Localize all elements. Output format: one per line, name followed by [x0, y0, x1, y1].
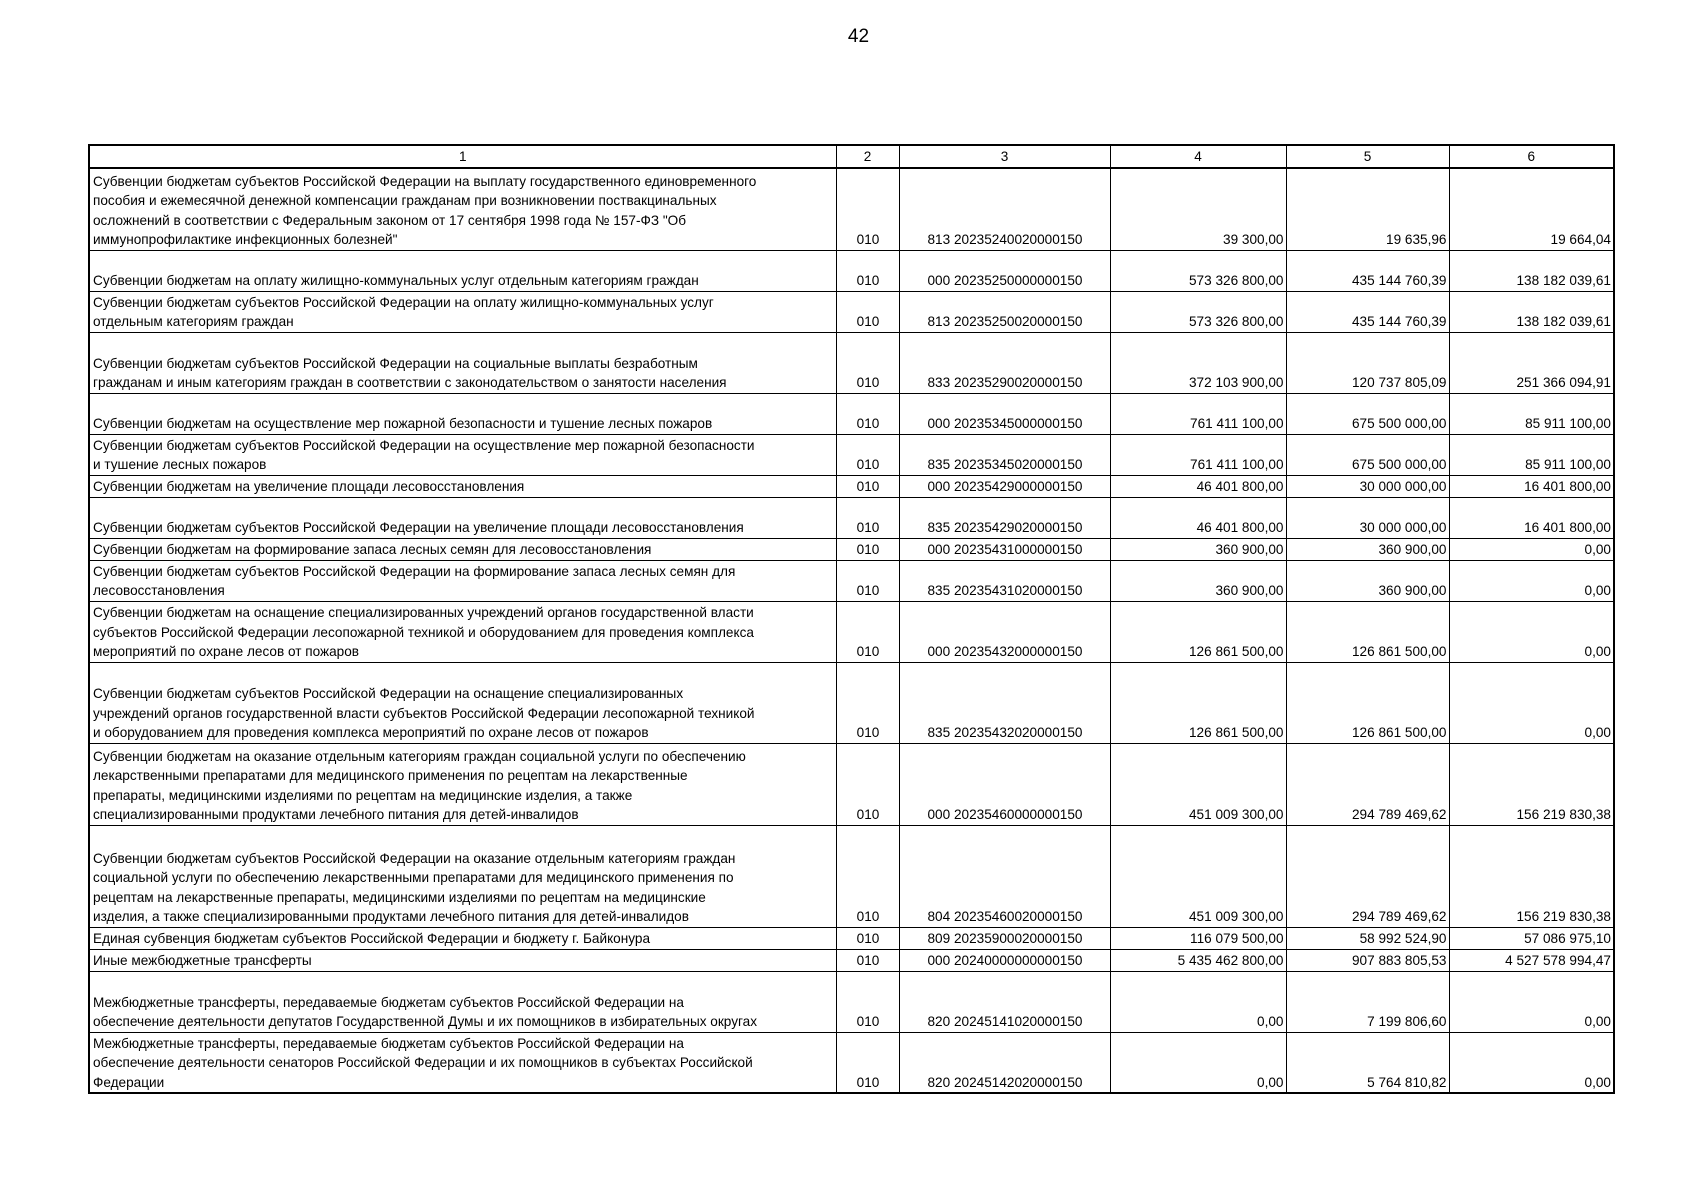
row-kbk-cell: 000 20240000000000150 — [899, 949, 1110, 971]
row-kbk-cell: 835 20235429020000150 — [899, 497, 1110, 538]
table-row — [89, 927, 1614, 949]
row-approved-cell: 761 411 100,00 — [1110, 393, 1286, 434]
row-kbk-cell: 000 20235431000000150 — [899, 538, 1110, 560]
row-remaining-cell: 0,00 — [1449, 1032, 1614, 1093]
row-name-cell: Субвенции бюджетам на увеличение площади лесовосстановления — [89, 475, 836, 497]
row-code-cell: 010 — [836, 332, 899, 393]
row-executed-cell: 294 789 469,62 — [1286, 825, 1449, 927]
row-executed-cell: 58 992 524,90 — [1286, 927, 1449, 949]
row-code-cell: 010 — [836, 825, 899, 927]
table-row — [89, 825, 1614, 927]
row-executed-cell: 30 000 000,00 — [1286, 497, 1449, 538]
row-remaining-cell: 156 219 830,38 — [1449, 825, 1614, 927]
row-kbk-cell: 833 20235290020000150 — [899, 332, 1110, 393]
row-code-cell: 010 — [836, 560, 899, 601]
column-header-5: 5 — [1286, 145, 1449, 168]
row-executed-cell: 126 861 500,00 — [1286, 662, 1449, 743]
table-row — [89, 560, 1614, 601]
row-remaining-cell: 16 401 800,00 — [1449, 475, 1614, 497]
row-remaining-cell: 57 086 975,10 — [1449, 927, 1614, 949]
row-name-cell: Межбюджетные трансферты, передаваемые бюджетам субъектов Российской Федерации на обеспечение деятельности депутатов Государственной Думы и их помощников в избирательных округах — [89, 971, 836, 1032]
table-row — [89, 332, 1614, 393]
budget-table — [88, 144, 1615, 1094]
row-approved-cell: 46 401 800,00 — [1110, 497, 1286, 538]
row-code-cell: 010 — [836, 662, 899, 743]
row-executed-cell: 30 000 000,00 — [1286, 475, 1449, 497]
row-remaining-cell: 0,00 — [1449, 538, 1614, 560]
row-code-cell: 010 — [836, 250, 899, 291]
row-name-cell: Субвенции бюджетам субъектов Российской Федерации на формирование запаса лесных семян для лесовосстановления — [89, 560, 836, 601]
row-kbk-cell: 000 20235429000000150 — [899, 475, 1110, 497]
row-name-cell: Субвенции бюджетам на оказание отдельным категориям граждан социальной услуги по обеспечению лекарственными препаратами для медицинского применения по рецептам на лекарственные препараты, медицинскими изделиями по рецептам на медицинские изделия, а также специализированными продуктами лечебного питания для детей-инвалидов — [89, 743, 836, 825]
row-kbk-cell: 835 20235432020000150 — [899, 662, 1110, 743]
row-executed-cell: 126 861 500,00 — [1286, 601, 1449, 662]
row-approved-cell: 360 900,00 — [1110, 538, 1286, 560]
row-name-cell: Иные межбюджетные трансферты — [89, 949, 836, 971]
row-executed-cell: 907 883 805,53 — [1286, 949, 1449, 971]
row-remaining-cell: 19 664,04 — [1449, 168, 1614, 250]
row-name-cell: Субвенции бюджетам субъектов Российской Федерации на оснащение специализированных учреждений органов государственной власти субъектов Российской Федерации лесопожарной техникой и оборудованием для проведения комплекса мероприятий по охране лесов от пожаров — [89, 662, 836, 743]
table-row — [89, 949, 1614, 971]
row-remaining-cell: 0,00 — [1449, 662, 1614, 743]
row-remaining-cell: 4 527 578 994,47 — [1449, 949, 1614, 971]
row-executed-cell: 360 900,00 — [1286, 538, 1449, 560]
row-approved-cell: 46 401 800,00 — [1110, 475, 1286, 497]
row-kbk-cell: 000 20235460000000150 — [899, 743, 1110, 825]
row-approved-cell: 0,00 — [1110, 971, 1286, 1032]
table-row — [89, 250, 1614, 291]
table-row — [89, 971, 1614, 1032]
row-approved-cell: 573 326 800,00 — [1110, 291, 1286, 332]
table-row — [89, 497, 1614, 538]
row-name-cell: Субвенции бюджетам субъектов Российской Федерации на увеличение площади лесовосстановления — [89, 497, 836, 538]
row-executed-cell: 5 764 810,82 — [1286, 1032, 1449, 1093]
column-header-4: 4 — [1110, 145, 1286, 168]
row-remaining-cell: 85 911 100,00 — [1449, 393, 1614, 434]
row-kbk-cell: 820 20245141020000150 — [899, 971, 1110, 1032]
row-executed-cell: 435 144 760,39 — [1286, 291, 1449, 332]
row-approved-cell: 39 300,00 — [1110, 168, 1286, 250]
row-code-cell: 010 — [836, 601, 899, 662]
row-executed-cell: 294 789 469,62 — [1286, 743, 1449, 825]
row-approved-cell: 5 435 462 800,00 — [1110, 949, 1286, 971]
row-code-cell: 010 — [836, 497, 899, 538]
row-remaining-cell: 138 182 039,61 — [1449, 250, 1614, 291]
column-header-2: 2 — [836, 145, 899, 168]
row-approved-cell: 0,00 — [1110, 1032, 1286, 1093]
row-remaining-cell: 0,00 — [1449, 560, 1614, 601]
row-name-cell: Субвенции бюджетам на формирование запаса лесных семян для лесовосстановления — [89, 538, 836, 560]
row-remaining-cell: 156 219 830,38 — [1449, 743, 1614, 825]
row-approved-cell: 451 009 300,00 — [1110, 743, 1286, 825]
table-row — [89, 291, 1614, 332]
table-body — [89, 168, 1614, 1093]
row-kbk-cell: 813 20235240020000150 — [899, 168, 1110, 250]
row-code-cell: 010 — [836, 538, 899, 560]
row-approved-cell: 126 861 500,00 — [1110, 662, 1286, 743]
table-row — [89, 168, 1614, 250]
row-approved-cell: 573 326 800,00 — [1110, 250, 1286, 291]
row-approved-cell: 116 079 500,00 — [1110, 927, 1286, 949]
row-kbk-cell: 000 20235432000000150 — [899, 601, 1110, 662]
row-code-cell: 010 — [836, 475, 899, 497]
row-executed-cell: 120 737 805,09 — [1286, 332, 1449, 393]
row-remaining-cell: 138 182 039,61 — [1449, 291, 1614, 332]
row-code-cell: 010 — [836, 434, 899, 475]
row-code-cell: 010 — [836, 971, 899, 1032]
row-kbk-cell: 835 20235345020000150 — [899, 434, 1110, 475]
row-executed-cell: 435 144 760,39 — [1286, 250, 1449, 291]
table-row — [89, 743, 1614, 825]
row-code-cell: 010 — [836, 743, 899, 825]
row-code-cell: 010 — [836, 927, 899, 949]
row-name-cell: Межбюджетные трансферты, передаваемые бюджетам субъектов Российской Федерации на обеспечение деятельности сенаторов Российской Федерации и их помощников в субъектах Российской Федерации — [89, 1032, 836, 1093]
row-executed-cell: 7 199 806,60 — [1286, 971, 1449, 1032]
row-name-cell: Субвенции бюджетам субъектов Российской Федерации на выплату государственного единовременного пособия и ежемесячной денежной компенсации гражданам при возникновении поствакцинальных осложнений в соответствии с Федеральным законом от 17 сентября 1998 года № 157-ФЗ "Об иммунопрофилактике инфекционных болезней" — [89, 168, 836, 250]
row-remaining-cell: 0,00 — [1449, 601, 1614, 662]
row-name-cell: Единая субвенция бюджетам субъектов Российской Федерации и бюджету г. Байконура — [89, 927, 836, 949]
row-name-cell: Субвенции бюджетам на оплату жилищно-коммунальных услуг отдельным категориям граждан — [89, 250, 836, 291]
row-approved-cell: 126 861 500,00 — [1110, 601, 1286, 662]
row-name-cell: Субвенции бюджетам субъектов Российской Федерации на осуществление мер пожарной безопасности и тушение лесных пожаров — [89, 434, 836, 475]
table-row — [89, 434, 1614, 475]
row-approved-cell: 761 411 100,00 — [1110, 434, 1286, 475]
row-remaining-cell: 0,00 — [1449, 971, 1614, 1032]
row-executed-cell: 19 635,96 — [1286, 168, 1449, 250]
page-number: 42 — [847, 26, 870, 47]
row-kbk-cell: 835 20235431020000150 — [899, 560, 1110, 601]
row-kbk-cell: 000 20235250000000150 — [899, 250, 1110, 291]
table-row — [89, 1032, 1614, 1093]
row-executed-cell: 360 900,00 — [1286, 560, 1449, 601]
table-row — [89, 538, 1614, 560]
column-header-3: 3 — [899, 145, 1110, 168]
row-remaining-cell: 251 366 094,91 — [1449, 332, 1614, 393]
row-kbk-cell: 809 20235900020000150 — [899, 927, 1110, 949]
table-row — [89, 475, 1614, 497]
row-executed-cell: 675 500 000,00 — [1286, 434, 1449, 475]
row-executed-cell: 675 500 000,00 — [1286, 393, 1449, 434]
row-name-cell: Субвенции бюджетам на оснащение специализированных учреждений органов государственной власти субъектов Российской Федерации лесопожарной техникой и оборудованием для проведения комплекса мероприятий по охране лесов от пожаров — [89, 601, 836, 662]
row-name-cell: Субвенции бюджетам субъектов Российской Федерации на оплату жилищно-коммунальных услуг отдельным категориям граждан — [89, 291, 836, 332]
header-row — [89, 145, 1614, 168]
row-kbk-cell: 000 20235345000000150 — [899, 393, 1110, 434]
row-remaining-cell: 85 911 100,00 — [1449, 434, 1614, 475]
row-remaining-cell: 16 401 800,00 — [1449, 497, 1614, 538]
row-kbk-cell: 804 20235460020000150 — [899, 825, 1110, 927]
row-kbk-cell: 820 20245142020000150 — [899, 1032, 1110, 1093]
table-row — [89, 662, 1614, 743]
column-header-1: 1 — [89, 145, 836, 168]
row-approved-cell: 372 103 900,00 — [1110, 332, 1286, 393]
column-header-6: 6 — [1449, 145, 1614, 168]
row-code-cell: 010 — [836, 393, 899, 434]
table-row — [89, 393, 1614, 434]
row-code-cell: 010 — [836, 168, 899, 250]
row-name-cell: Субвенции бюджетам субъектов Российской Федерации на оказание отдельным категориям граждан социальной услуги по обеспечению лекарственными препаратами для медицинского применения по рецептам на лекарственные препараты, медицинскими изделиями по рецептам на медицинские изделия, а также специализированными продуктами лечебного питания для детей-инвалидов — [89, 825, 836, 927]
row-kbk-cell: 813 20235250020000150 — [899, 291, 1110, 332]
table-row — [89, 601, 1614, 662]
row-code-cell: 010 — [836, 1032, 899, 1093]
row-code-cell: 010 — [836, 949, 899, 971]
row-approved-cell: 451 009 300,00 — [1110, 825, 1286, 927]
row-name-cell: Субвенции бюджетам субъектов Российской Федерации на социальные выплаты безработным гражданам и иным категориям граждан в соответствии с законодательством о занятости населения — [89, 332, 836, 393]
row-name-cell: Субвенции бюджетам на осуществление мер пожарной безопасности и тушение лесных пожаров — [89, 393, 836, 434]
row-code-cell: 010 — [836, 291, 899, 332]
row-approved-cell: 360 900,00 — [1110, 560, 1286, 601]
